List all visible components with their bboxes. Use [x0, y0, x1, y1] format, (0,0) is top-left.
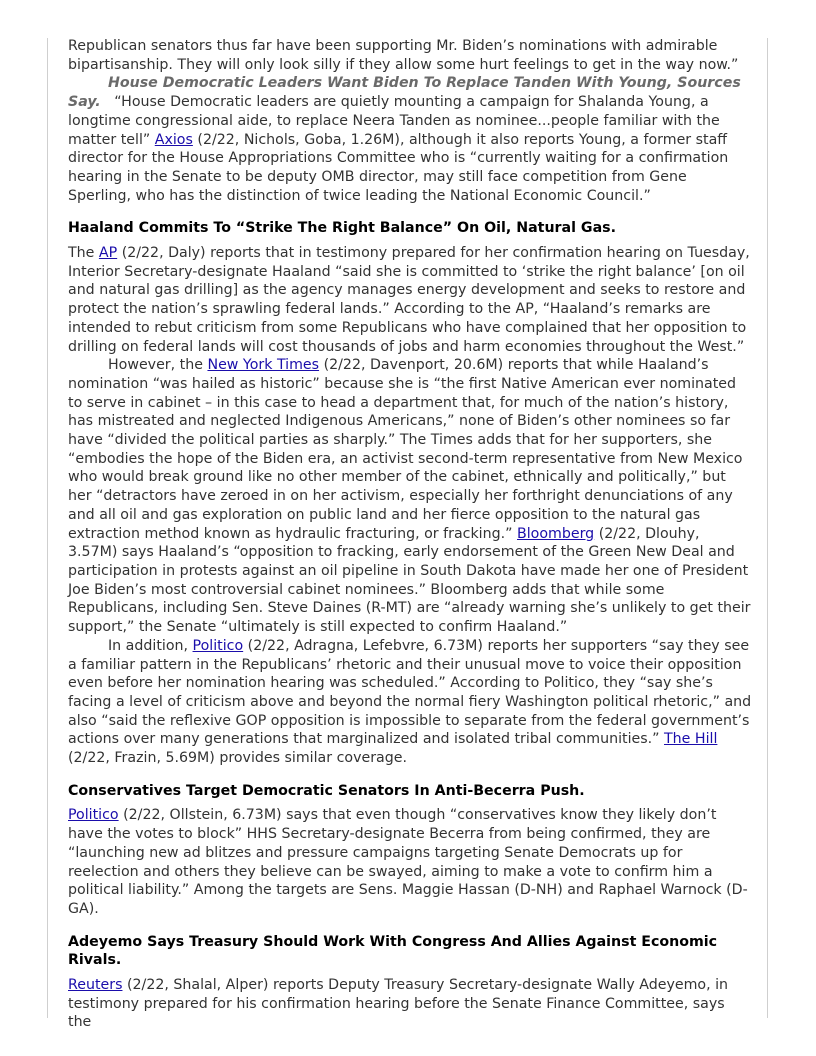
page-margin-rule-left — [47, 38, 48, 1018]
haaland-p3-text-c: (2/22, Frazin, 5.69M) provides similar coverage. — [68, 750, 407, 767]
haaland-p1-text-b: (2/22, Daly) reports that in testimony prepared for her confirmation hearing on Tuesday, Interior Secretary-designate Haaland “said she is committed to ‘strike the right balance’ [on oil and natural gas drilling] as the agency manages energy development and seeks to restore and protect the nation’s sprawling federal lands.” According to the AP, “Haaland’s remarks are intended to rebut criticism from some Republicans who have complained that her opposition to drilling on federal lands will cost thousands of jobs and harm economies throughout the West.” — [68, 245, 750, 355]
page-margin-rule-right — [767, 38, 768, 1018]
intro-paragraph-1 — [68, 37, 752, 74]
politico-becerra-link[interactable]: Politico — [68, 807, 119, 824]
haaland-p2-text-c: (2/22, Dlouhy, 3.57M) says Haaland’s “opposition to fracking, early endorsement of the Green New Deal and participation in protests against an oil pipeline in South Dakota have made her one of President Joe Biden’s most controversial cabinet nominees.” Bloomberg adds that while some Republicans, including Sen. Steve Daines (R-MT) are “already warning she’s unlikely to get their support,” the Senate “ultimately is still expected to confirm Haaland.” — [68, 525, 751, 636]
adeyemo-text: (2/22, Shalal, Alper) reports Deputy Treasury Secretary-designate Wally Adeyemo, in testimony prepared for his confirmation hearing before the Senate Finance Committee, says the — [68, 977, 729, 1031]
haaland-paragraph-3 — [68, 637, 752, 768]
adeyemo-paragraph — [68, 976, 752, 1032]
bloomberg-link[interactable]: Bloomberg — [517, 525, 595, 542]
haaland-p3-text-a: In addition, — [108, 637, 189, 654]
intro-paragraph-2 — [68, 74, 752, 205]
new-york-times-link[interactable]: New York Times — [207, 357, 320, 374]
haaland-p2-text-b: (2/22, Davenport, 20.6M) reports that while Haaland’s nomination “was hailed as historic” because she is “the first Native American ever nominated to serve in cabinet – in this case to head a department that, for much of the nation’s history, has mistreated and neglected Indigenous Americans,” none of Biden’s other nominees so far have “divided the political parties as sharply.” The Times adds that for her supporters, she “embodies the hope of the Biden era, an activist second-term representative from New Mexico who would break ground like no other member of the cabinet, ethnically and politically,” but her “detractors have zeroed in on her activism, especially her forthright denunciations of any and all oil and gas exploration on public land and her fierce opposition to the natural gas extraction method known as hydraulic fracturing, or fracking.” — [68, 357, 743, 542]
the-hill-link[interactable]: The Hill — [664, 731, 718, 748]
haaland-p1-text-a: The — [68, 245, 95, 262]
becerra-heading: Conservatives Target Democratic Senators In Anti-Becerra Push. — [68, 782, 585, 799]
politico-link[interactable]: Politico — [192, 637, 244, 654]
haaland-paragraph-2 — [68, 356, 752, 637]
haaland-paragraph-1 — [68, 244, 752, 356]
document-body — [68, 37, 752, 1032]
adeyemo-heading: Adeyemo Says Treasury Should Work With Congress And Allies Against Economic Rivals. — [68, 933, 718, 969]
becerra-text: (2/22, Ollstein, 6.73M) says that even though “conservatives know they likely don’t have the votes to block” HHS Secretary-designate Becerra from being confirmed, they are “launching new ad blitzes and pressure campaigns targeting Senate Democrats up for reelection and others they believe can be swayed, aiming to make a vote to confirm him a political liability.” Among the targets are Sens. Maggie Hassan (D-NH) and Raphael Warnock (D-GA). — [68, 807, 748, 917]
ap-link[interactable]: AP — [98, 245, 118, 262]
becerra-paragraph — [68, 806, 752, 918]
axios-link[interactable]: Axios — [154, 131, 193, 148]
intro-paragraph-2-text-b: (2/22, Nichols, Goba, 1.26M), although it also reports Young, a former staff director for the House Appropriations Committee who is “currently waiting for a confirmation hearing in the Senate to be deputy OMB director, may still face competition from Gene Sperling, who has the distinction of twice leading the National Economic Council.” — [68, 131, 729, 204]
story-lead-title: House Democratic Leaders Want Biden To Replace Tanden With Young, Sources Say. — [68, 75, 741, 111]
intro-paragraph-1-text: Republican senators thus far have been supporting Mr. Biden’s nominations with admirable bipartisanship. They will only look silly if they allow some hurt feelings to get in the way now.” — [68, 38, 739, 73]
haaland-p2-text-a: However, the — [108, 357, 203, 374]
haaland-heading: Haaland Commits To “Strike The Right Balance” On Oil, Natural Gas. — [68, 220, 616, 237]
haaland-p3-text-b: (2/22, Adragna, Lefebvre, 6.73M) reports her supporters “say they see a familiar pattern in the Republicans’ rhetoric and their unusual move to voice their opposition even before her nomination hearing was scheduled.” According to Politico, they “say she’s facing a level of criticism above and beyond the normal fiery Washington political rhetoric,” and also “said the reflexive GOP opposition is impossible to separate from the federal government’s actions over many generations that marginalized and isolated tribal communities.” — [68, 637, 752, 748]
reuters-link[interactable]: Reuters — [68, 977, 123, 994]
intro-paragraph-2-text-a: “House Democratic leaders are quietly mounting a campaign for Shalanda Young, a longtime congressional aide, to replace Neera Tanden as nominee...people familiar with the matter tell” — [68, 94, 720, 148]
